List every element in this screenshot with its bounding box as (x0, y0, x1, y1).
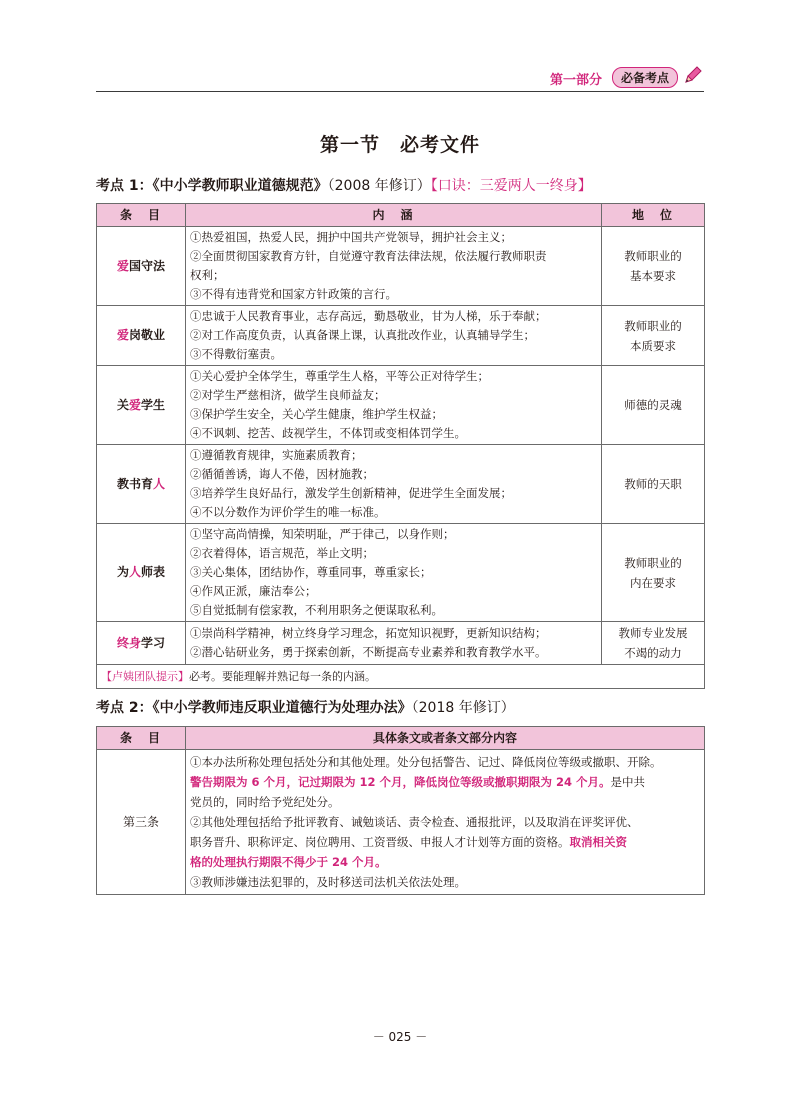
point2-year: （2018 年修订） (411, 700, 515, 716)
column-header: 具体条文或者条文部分内容 (186, 727, 705, 750)
row-content: ①崇尚科学精神，树立终身学习理念，拓宽知识视野，更新知识结构； ②潜心钻研业务，勇于探索创新，不断提高专业素养和教育教学水平。 (186, 622, 602, 665)
row-status: 教师职业的 内在要求 (602, 524, 705, 622)
table-row (97, 445, 705, 524)
pencil-icon (682, 64, 704, 86)
row-item: 为人师表 (97, 524, 186, 622)
column-header: 内 涵 (186, 204, 602, 227)
point1-year: （2008 年修订） (327, 178, 431, 194)
table-row (97, 622, 705, 665)
tip-row (97, 665, 705, 689)
ethics-table (96, 203, 705, 689)
row-item: 爱岗敬业 (97, 306, 186, 366)
row-content: ①忠诚于人民教育事业，志存高远，勤恳敬业，甘为人梯，乐于奉献； ②对工作高度负责，认真备课上课，认真批改作业，认真辅导学生； ③不得敷衍塞责。 (186, 306, 602, 366)
section-badge: 必备考点 (612, 67, 678, 88)
row-content: ①关心爱护全体学生，尊重学生人格，平等公正对待学生； ②对学生严慈相济，做学生良师益友； ③保护学生安全，关心学生健康，维护学生权益； ④不讽刺、挖苦、歧视学生，不体罚或变相体罚学生。 (186, 366, 602, 445)
table-row (97, 227, 705, 306)
point2-title: 考点 2：《中小学教师违反职业道德行为处理办法》 (96, 700, 412, 716)
row-status: 教师职业的 基本要求 (602, 227, 705, 306)
article-label: 第三条 (97, 750, 186, 895)
table-row (97, 366, 705, 445)
row-status: 教师专业发展 不竭的动力 (602, 622, 705, 665)
part-label: 第一部分 (549, 73, 602, 88)
article-content: ①本办法所称处理包括处分和其他处理。处分包括警告、记过、降低岗位等级或撤职、开除。 警告期限为 6 个月，记过期限为 12 个月，降低岗位等级或撤职期限为 24 个月。是中共 党员的，同时给予党纪处分。 ②其他处理包括给予批评教育、诫勉谈话、责令检查、通报批评，以及取消在评奖评优、 职务晋升、职称评定、岗位聘用、工资晋级、申报人才计划等方面的资格。取消相关资 格的处理执行期限不得少于 24 个月。 ③教师涉嫌违法犯罪的，及时移送司法机关依法处理。 (186, 750, 705, 895)
page-number: － 025 － (372, 1030, 428, 1044)
table-row (97, 306, 705, 366)
table-header-row (97, 204, 705, 227)
row-content: ①热爱祖国，热爱人民，拥护中国共产党领导，拥护社会主义； ②全面贯彻国家教育方针，自觉遵守教育法律法规，依法履行教师职责 权利； ③不得有违背党和国家方针政策的言行。 (186, 227, 602, 306)
table-row (97, 750, 705, 895)
row-status: 教师职业的 本质要求 (602, 306, 705, 366)
column-header: 条 目 (97, 204, 186, 227)
point1-title: 考点 1：《中小学教师职业道德规范》 (96, 178, 328, 194)
tip-text: 必考。要能理解并熟记每一条的内涵。 (189, 670, 376, 683)
page-title: 第一节 必考文件 (319, 134, 480, 156)
page-header (96, 66, 704, 92)
tip-cell (97, 665, 705, 689)
row-item: 教书育人 (97, 445, 186, 524)
row-status: 教师的天职 (602, 445, 705, 524)
row-status: 师德的灵魂 (602, 366, 705, 445)
row-content: ①坚守高尚情操，知荣明耻，严于律己，以身作则； ②衣着得体，语言规范，举止文明； ③关心集体，团结协作，尊重同事，尊重家长； ④作风正派，廉洁奉公； ⑤自觉抵制有偿家教，不利用职务之便谋取私利。 (186, 524, 602, 622)
table-row (97, 524, 705, 622)
tip-label: 【卢姨团队提示】 (101, 670, 189, 683)
point1-heading (96, 175, 592, 195)
regulation-table (96, 726, 705, 895)
column-header: 条 目 (97, 727, 186, 750)
column-header: 地 位 (602, 204, 705, 227)
mnemonic: 【口诀：三爱两人一终身】 (430, 178, 592, 194)
row-item: 终身学习 (97, 622, 186, 665)
point2-heading (96, 697, 515, 717)
header-rule (96, 91, 704, 92)
row-item: 关爱学生 (97, 366, 186, 445)
row-content: ①遵循教育规律，实施素质教育； ②循循善诱，诲人不倦，因材施教； ③培养学生良好品行，激发学生创新精神，促进学生全面发展； ④不以分数作为评价学生的唯一标准。 (186, 445, 602, 524)
row-item: 爱国守法 (97, 227, 186, 306)
table-header-row (97, 727, 705, 750)
